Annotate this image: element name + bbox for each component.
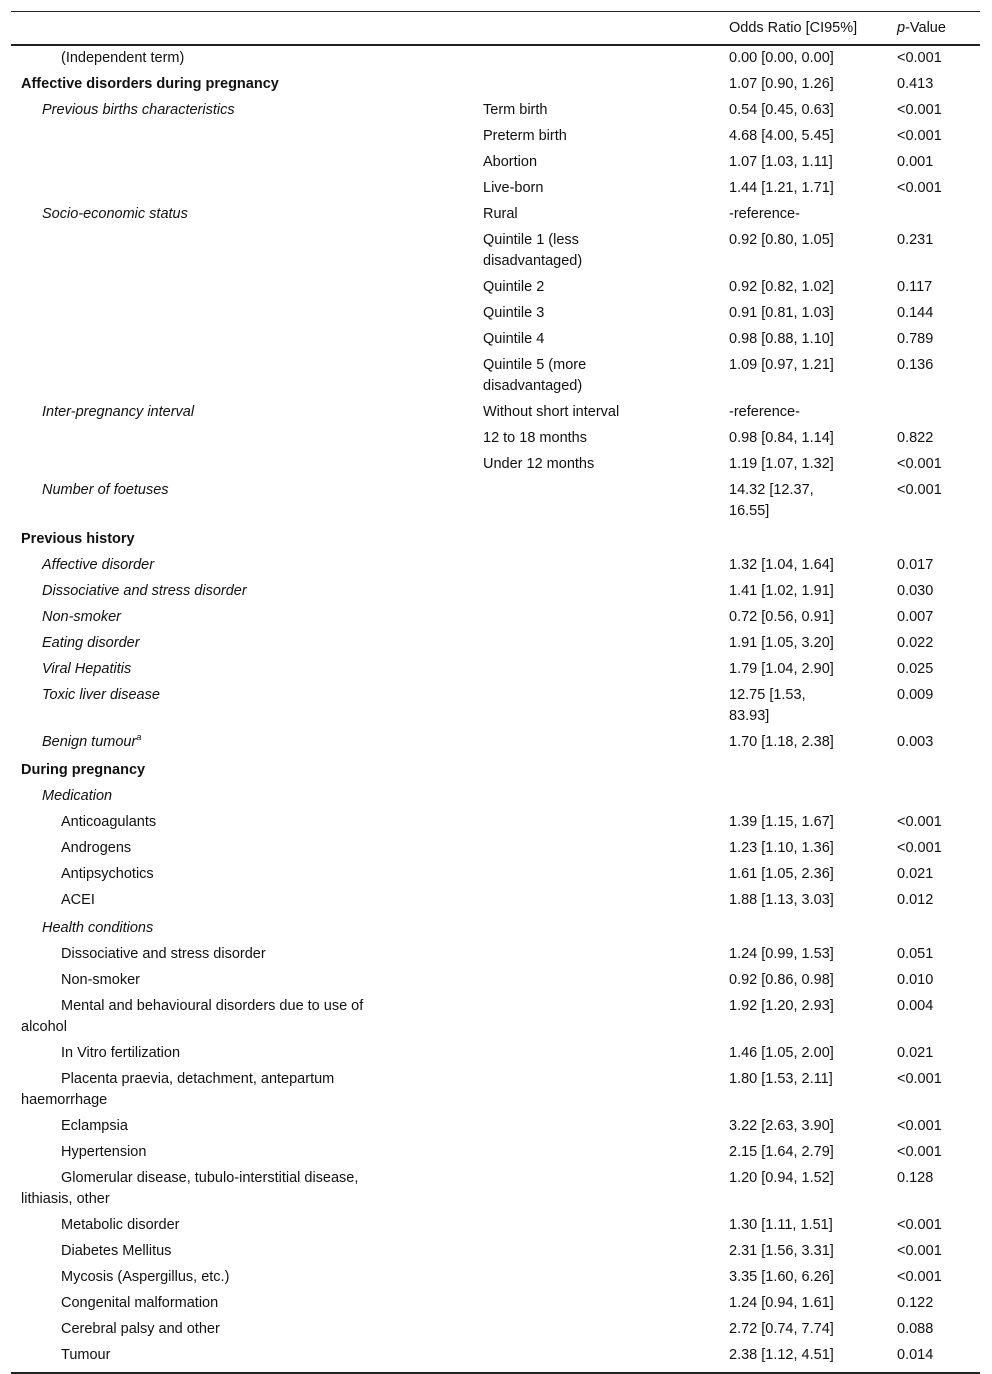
row-category xyxy=(475,942,721,968)
table-row xyxy=(11,353,980,400)
table-row xyxy=(11,275,980,301)
row-p-value: <0.001 xyxy=(897,102,942,118)
table-row xyxy=(11,525,980,553)
row-label: Placenta praevia, detachment, antepartum haemorrhage xyxy=(21,1071,335,1108)
subsection-heading: Medication xyxy=(42,788,113,804)
row-p-value: 0.231 xyxy=(897,232,934,248)
table-row xyxy=(11,1041,980,1067)
subsection-heading: Health conditions xyxy=(42,920,154,936)
table-row xyxy=(11,1291,980,1317)
header-category xyxy=(475,12,721,46)
row-category xyxy=(475,72,721,98)
row-p-value: 0.128 xyxy=(897,1170,934,1186)
table-row xyxy=(11,631,980,657)
row-label: Anticoagulants xyxy=(61,814,157,830)
row-p-value: 0.010 xyxy=(897,972,934,988)
row-label xyxy=(11,426,475,452)
odds-ratio-table xyxy=(11,11,980,1374)
section-heading: During pregnancy xyxy=(21,762,146,778)
row-p-value: 0.017 xyxy=(897,557,934,573)
row-p-value: <0.001 xyxy=(897,50,942,66)
row-odds-ratio: 0.00 [0.00, 0.00] xyxy=(729,50,834,66)
row-odds-ratio: 0.98 [0.88, 1.10] xyxy=(729,331,834,347)
row-category: Preterm birth xyxy=(483,128,567,144)
table-row xyxy=(11,1114,980,1140)
row-label xyxy=(11,124,475,150)
row-label: Eating disorder xyxy=(42,635,140,651)
row-p-value: <0.001 xyxy=(897,456,942,472)
header-p-value: p-Value xyxy=(889,12,980,46)
row-label: Previous births characteristics xyxy=(42,102,235,118)
row-label: Diabetes Mellitus xyxy=(61,1243,172,1259)
table-row xyxy=(11,400,980,426)
row-category: Quintile 2 xyxy=(483,279,545,295)
row-p-value: 0.022 xyxy=(897,635,934,651)
row-p-value: <0.001 xyxy=(897,1144,942,1160)
row-odds-ratio: 4.68 [4.00, 5.45] xyxy=(729,128,834,144)
row-p-value: 0.009 xyxy=(897,687,934,703)
footnote-marker: a xyxy=(136,732,142,743)
row-label: Socio-economic status xyxy=(42,206,188,222)
row-p-value: 0.051 xyxy=(897,946,934,962)
row-p-value: 0.007 xyxy=(897,609,934,625)
row-odds-ratio: 1.61 [1.05, 2.36] xyxy=(729,866,834,882)
row-odds-ratio: 12.75 [1.53, 83.93] xyxy=(729,687,806,724)
row-label: Toxic liver disease xyxy=(42,687,160,703)
row-p-value: <0.001 xyxy=(897,1217,942,1233)
table-row xyxy=(11,1067,980,1114)
row-p-value: <0.001 xyxy=(897,482,942,498)
row-odds-ratio: 1.39 [1.15, 1.67] xyxy=(729,814,834,830)
row-label: Cerebral palsy and other xyxy=(61,1321,220,1337)
row-p-value: <0.001 xyxy=(897,1243,942,1259)
row-odds-ratio: 1.09 [0.97, 1.21] xyxy=(729,357,834,373)
row-category: Quintile 3 xyxy=(483,305,545,321)
row-odds-ratio: -reference- xyxy=(729,404,800,420)
row-category xyxy=(475,1213,721,1239)
row-odds-ratio: 1.70 [1.18, 2.38] xyxy=(729,734,834,750)
table-row xyxy=(11,1140,980,1166)
table-row xyxy=(11,784,980,810)
table-row xyxy=(11,301,980,327)
row-category: Rural xyxy=(483,206,518,222)
row-category xyxy=(475,756,721,784)
row-category xyxy=(475,836,721,862)
row-category xyxy=(475,579,721,605)
row-category xyxy=(475,784,721,810)
row-odds-ratio: 1.23 [1.10, 1.36] xyxy=(729,840,834,856)
row-p-value: <0.001 xyxy=(897,814,942,830)
table-row xyxy=(11,72,980,98)
table-row xyxy=(11,942,980,968)
row-category xyxy=(475,888,721,914)
row-p-value: 0.021 xyxy=(897,866,934,882)
row-odds-ratio: 0.92 [0.82, 1.02] xyxy=(729,279,834,295)
row-p-value: 0.014 xyxy=(889,1343,980,1373)
row-category xyxy=(475,1291,721,1317)
table-row xyxy=(11,1317,980,1343)
row-odds-ratio: 1.30 [1.11, 1.51] xyxy=(729,1217,833,1233)
row-category xyxy=(475,605,721,631)
row-odds-ratio: 1.44 [1.21, 1.71] xyxy=(729,180,834,196)
row-label xyxy=(11,301,475,327)
table-row xyxy=(11,756,980,784)
table-row xyxy=(11,202,980,228)
table-row xyxy=(11,327,980,353)
row-p-value: <0.001 xyxy=(897,1118,942,1134)
row-category xyxy=(475,631,721,657)
row-p-value xyxy=(889,202,980,228)
table-row xyxy=(11,426,980,452)
row-category xyxy=(475,968,721,994)
row-odds-ratio: 1.07 [0.90, 1.26] xyxy=(729,76,834,92)
table-row xyxy=(11,862,980,888)
table-row xyxy=(11,228,980,275)
table-row xyxy=(11,657,980,683)
row-label xyxy=(11,353,475,400)
row-p-value: <0.001 xyxy=(897,128,942,144)
row-p-value: 0.136 xyxy=(897,357,934,373)
row-p-value: <0.001 xyxy=(897,1071,942,1087)
row-label xyxy=(11,452,475,478)
row-p-value: 0.088 xyxy=(897,1321,934,1337)
row-category: Quintile 4 xyxy=(483,331,545,347)
row-odds-ratio: 1.91 [1.05, 3.20] xyxy=(729,635,834,651)
row-label: Dissociative and stress disorder xyxy=(61,946,266,962)
row-p-value xyxy=(889,756,980,784)
row-label: Dissociative and stress disorder xyxy=(42,583,247,599)
row-odds-ratio: 2.31 [1.56, 3.31] xyxy=(729,1243,834,1259)
row-p-value: 0.021 xyxy=(897,1045,934,1061)
row-p-value: 0.003 xyxy=(897,734,934,750)
row-label xyxy=(11,150,475,176)
row-p-value: 0.025 xyxy=(897,661,934,677)
table-row xyxy=(11,605,980,631)
row-category: Under 12 months xyxy=(483,456,595,472)
row-label: Non-smoker xyxy=(61,972,140,988)
row-odds-ratio: 2.72 [0.74, 7.74] xyxy=(729,1321,834,1337)
row-odds-ratio: 1.07 [1.03, 1.11] xyxy=(729,154,833,170)
table-row xyxy=(11,98,980,124)
row-odds-ratio: 1.24 [0.94, 1.61] xyxy=(729,1295,834,1311)
row-odds-ratio: 1.32 [1.04, 1.64] xyxy=(729,557,834,573)
row-odds-ratio: 3.22 [2.63, 3.90] xyxy=(729,1118,834,1134)
table-row xyxy=(11,1265,980,1291)
row-category xyxy=(475,1317,721,1343)
row-p-value: 0.413 xyxy=(897,76,934,92)
table-row xyxy=(11,683,980,730)
row-label: Inter-pregnancy interval xyxy=(42,404,195,420)
row-odds-ratio: 1.20 [0.94, 1.52] xyxy=(729,1170,834,1186)
table-row xyxy=(11,810,980,836)
row-p-value xyxy=(889,525,980,553)
table-row xyxy=(11,1239,980,1265)
row-p-value: 0.117 xyxy=(897,279,933,295)
table-row xyxy=(11,1343,980,1373)
table-row xyxy=(11,836,980,862)
row-p-value: 0.004 xyxy=(897,998,934,1014)
table-row xyxy=(11,124,980,150)
row-p-value xyxy=(889,914,980,942)
row-odds-ratio: 2.15 [1.64, 2.79] xyxy=(729,1144,834,1160)
row-odds-ratio: 1.88 [1.13, 3.03] xyxy=(729,892,834,908)
row-odds-ratio: 0.92 [0.86, 0.98] xyxy=(729,972,834,988)
row-label: Affective disorder xyxy=(42,557,155,573)
table-row xyxy=(11,914,980,942)
table-row xyxy=(11,579,980,605)
row-label: Tumour xyxy=(11,1343,475,1373)
row-p-value: <0.001 xyxy=(897,1269,942,1285)
row-category xyxy=(475,1041,721,1067)
row-category xyxy=(475,1265,721,1291)
row-category xyxy=(475,914,721,942)
row-category: Without short interval xyxy=(483,404,620,420)
row-odds-ratio: 1.41 [1.02, 1.91] xyxy=(729,583,834,599)
row-category: Quintile 5 (more disadvantaged) xyxy=(483,357,587,394)
row-label: Affective disorders during pregnancy xyxy=(21,76,279,92)
row-odds-ratio: 1.46 [1.05, 2.00] xyxy=(729,1045,834,1061)
row-category xyxy=(475,478,721,525)
row-odds-ratio: 0.54 [0.45, 0.63] xyxy=(729,102,834,118)
row-category xyxy=(475,1140,721,1166)
row-odds-ratio: 0.72 [0.56, 0.91] xyxy=(729,609,834,625)
table-row xyxy=(11,888,980,914)
row-label xyxy=(11,176,475,202)
row-odds-ratio: 0.92 [0.80, 1.05] xyxy=(729,232,834,248)
row-odds-ratio: 1.19 [1.07, 1.32] xyxy=(729,456,834,472)
row-p-value: <0.001 xyxy=(897,180,942,196)
row-p-value: 0.789 xyxy=(897,331,934,347)
row-odds-ratio xyxy=(721,914,889,942)
table-row xyxy=(11,452,980,478)
table-row xyxy=(11,1213,980,1239)
row-category xyxy=(475,683,721,730)
row-label: Congenital malformation xyxy=(61,1295,219,1311)
row-odds-ratio: 1.24 [0.99, 1.53] xyxy=(729,946,834,962)
row-label: Antipsychotics xyxy=(61,866,154,882)
row-p-value: 0.012 xyxy=(897,892,934,908)
table-row xyxy=(11,45,980,72)
table-row xyxy=(11,994,980,1041)
table-row xyxy=(11,730,980,756)
table-header-row xyxy=(11,12,980,46)
row-label: Eclampsia xyxy=(61,1118,128,1134)
row-odds-ratio: 0.98 [0.84, 1.14] xyxy=(729,430,834,446)
row-category: Term birth xyxy=(483,102,548,118)
row-p-value: 0.144 xyxy=(897,305,934,321)
row-p-value: 0.001 xyxy=(897,154,934,170)
row-p-value: 0.822 xyxy=(897,430,934,446)
row-category xyxy=(475,553,721,579)
row-label: Glomerular disease, tubulo-interstitial disease, lithiasis, other xyxy=(21,1170,359,1207)
row-odds-ratio: 0.91 [0.81, 1.03] xyxy=(729,305,834,321)
row-label: Mental and behavioural disorders due to use of alcohol xyxy=(21,998,364,1035)
row-p-value: 0.122 xyxy=(897,1295,934,1311)
row-odds-ratio xyxy=(721,784,889,810)
header-variable xyxy=(11,12,475,46)
row-category xyxy=(475,1343,721,1373)
row-odds-ratio: -reference- xyxy=(729,206,800,222)
row-p-value xyxy=(889,784,980,810)
table-row xyxy=(11,150,980,176)
row-label: Hypertension xyxy=(61,1144,147,1160)
table-row xyxy=(11,478,980,525)
row-category xyxy=(475,657,721,683)
row-category: Live-born xyxy=(483,180,544,196)
row-odds-ratio: 3.35 [1.60, 6.26] xyxy=(729,1269,834,1285)
row-category: Quintile 1 (less disadvantaged) xyxy=(483,232,583,269)
header-odds-ratio: Odds Ratio [CI95%] xyxy=(721,12,889,46)
table-row xyxy=(11,553,980,579)
section-heading: Previous history xyxy=(21,531,135,547)
row-odds-ratio xyxy=(721,525,889,553)
row-odds-ratio: 2.38 [1.12, 4.51] xyxy=(721,1343,889,1373)
row-label: Viral Hepatitis xyxy=(42,661,132,677)
row-p-value xyxy=(889,400,980,426)
row-category: Abortion xyxy=(483,154,538,170)
row-label: Androgens xyxy=(61,840,132,856)
table-row xyxy=(11,1166,980,1213)
row-odds-ratio: 14.32 [12.37, 16.55] xyxy=(729,482,814,519)
row-p-value: <0.001 xyxy=(897,840,942,856)
row-category xyxy=(475,862,721,888)
table-row xyxy=(11,968,980,994)
row-category xyxy=(475,810,721,836)
row-category xyxy=(475,1239,721,1265)
row-label: ACEI xyxy=(61,892,95,908)
row-label: Mycosis (Aspergillus, etc.) xyxy=(61,1269,230,1285)
row-label: Number of foetuses xyxy=(42,482,169,498)
row-label xyxy=(11,327,475,353)
row-label: Benign tumour$^a$ xyxy=(42,732,142,750)
row-label: Metabolic disorder xyxy=(61,1217,180,1233)
row-odds-ratio: 1.92 [1.20, 2.93] xyxy=(729,998,834,1014)
table-row xyxy=(11,176,980,202)
row-odds-ratio xyxy=(721,756,889,784)
row-category: 12 to 18 months xyxy=(483,430,587,446)
row-odds-ratio: 1.79 [1.04, 2.90] xyxy=(729,661,834,677)
row-label xyxy=(11,275,475,301)
row-category xyxy=(475,525,721,553)
row-category xyxy=(475,1114,721,1140)
row-category xyxy=(475,730,721,756)
row-label: Non-smoker xyxy=(42,609,121,625)
row-category xyxy=(475,45,721,72)
row-label: In Vitro fertilization xyxy=(61,1045,181,1061)
row-odds-ratio: 1.80 [1.53, 2.11] xyxy=(729,1071,833,1087)
row-label: (Independent term) xyxy=(61,50,185,66)
row-p-value: 0.030 xyxy=(897,583,934,599)
row-label xyxy=(11,228,475,275)
